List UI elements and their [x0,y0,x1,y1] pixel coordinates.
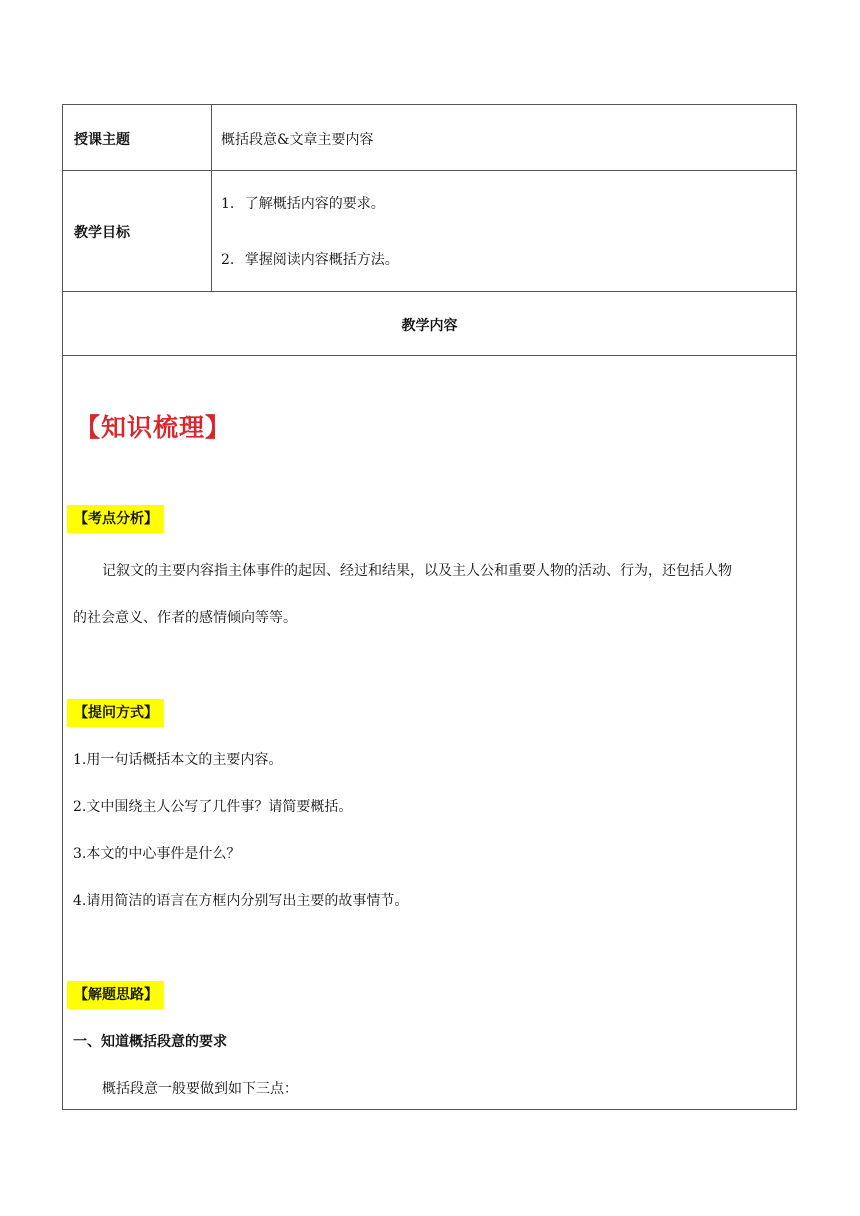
topic-value: 概括段意&文章主要内容 [221,132,374,148]
question-item: 1.用一句话概括本文的主要内容。 [73,752,283,768]
goal-text: 掌握阅读内容概括方法。 [244,252,399,268]
question-item: 2.文中围绕主人公写了几件事？请简要概括。 [73,799,353,815]
approach-tag: 【解题思路】 [67,981,164,1009]
approach-heading: 一、知道概括段意的要求 [73,1034,227,1050]
row-divider [63,355,796,356]
row-divider [63,291,796,292]
column-divider [211,105,212,291]
question-item: 4.请用简洁的语言在方框内分别写出主要的故事情节。 [73,893,409,909]
row-divider [63,170,796,171]
content-label: 教学内容 [401,318,458,334]
goal-item [221,193,385,213]
goal-label: 教学目标 [74,225,130,241]
analysis-tag-wrap [67,508,164,528]
goal-number: 2. [221,252,235,268]
questions-tag-wrap [67,702,164,722]
question-item: 3.本文的中心事件是什么？ [73,846,241,862]
approach-tag-wrap [67,984,164,1004]
topic-label: 授课主题 [74,132,130,148]
goal-number: 1. [221,196,235,212]
knowledge-title: 【知识梳理】 [75,413,232,442]
analysis-line: 的社会意义、作者的感情倾向等等。 [73,610,297,626]
goal-text: 了解概括内容的要求。 [244,196,385,212]
analysis-line: 记叙文的主要内容指主体事件的起因、经过和结果，以及主人公和重要人物的活动、行为，还包括人物 [102,563,732,579]
approach-line: 概括段意一般要做到如下三点： [102,1081,298,1097]
goal-item [221,249,399,269]
analysis-tag: 【考点分析】 [67,505,164,533]
lesson-table [62,104,797,1110]
questions-tag: 【提问方式】 [67,699,164,727]
